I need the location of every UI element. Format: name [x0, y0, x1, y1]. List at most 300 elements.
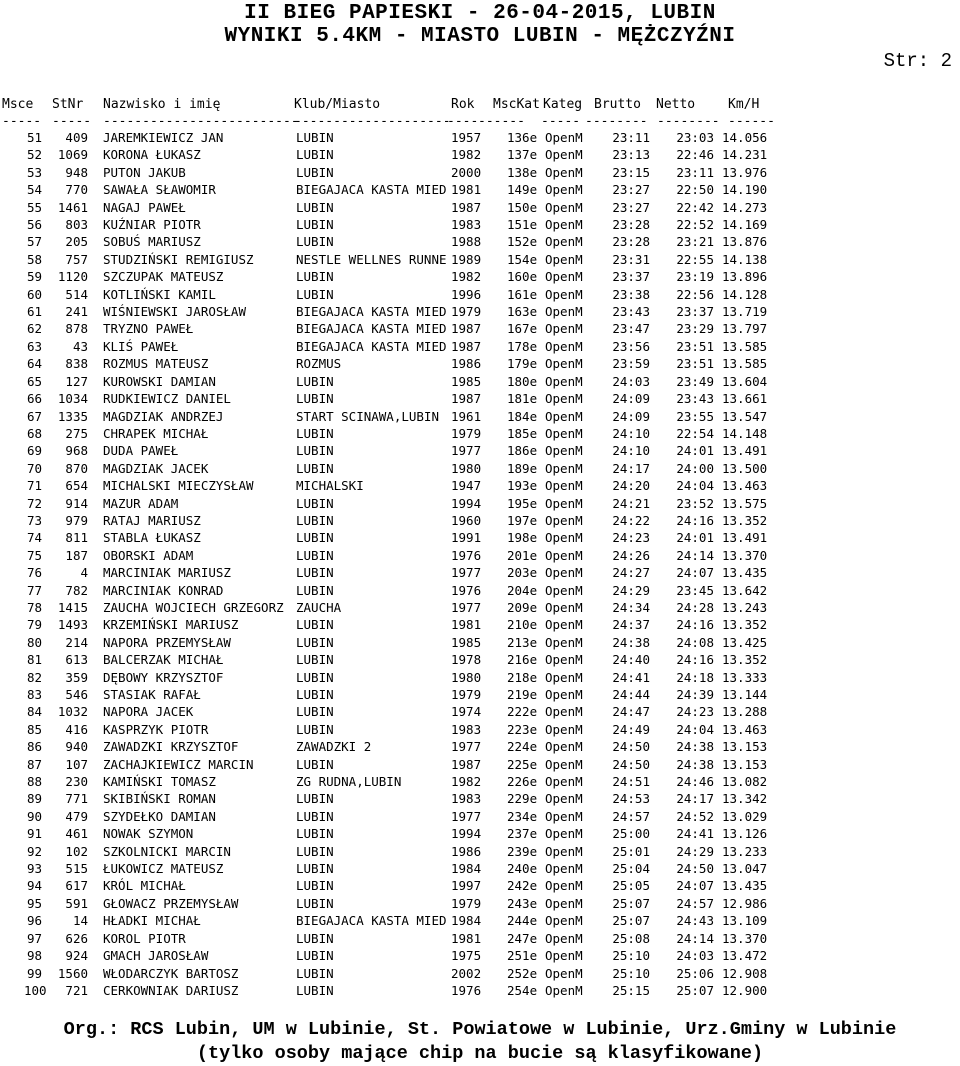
cell-place: 97: [26, 930, 42, 946]
cell-place: 54: [26, 182, 42, 198]
cell-name: SAWAŁA SŁAWOMIR: [103, 182, 216, 198]
cell-brutto: 23:59: [612, 356, 650, 372]
cell-brutto: 24:47: [612, 704, 650, 720]
cell-year: 1982: [451, 774, 482, 790]
cell-place: 55: [26, 199, 42, 215]
table-row: [0, 808, 960, 825]
cell-cat: OpenM: [545, 164, 583, 180]
cell-name: RUDKIEWICZ DANIEL: [103, 391, 231, 407]
table-row: [0, 512, 960, 529]
header-netto: Netto: [656, 97, 696, 112]
cell-cat: OpenM: [545, 269, 583, 285]
cell-netto: 24:39: [676, 687, 714, 702]
cell-year: 1988: [451, 234, 482, 250]
cell-bib: 770: [65, 182, 88, 198]
cell-cat: OpenM: [545, 930, 583, 946]
separator-year: ----: [447, 114, 479, 124]
cell-bib: 948: [65, 164, 88, 180]
cell-catrank: 237e: [507, 826, 538, 842]
table-row: [0, 495, 960, 512]
cell-place: 68: [26, 425, 42, 441]
cell-bib: 811: [65, 530, 88, 546]
cell-catrank: 185e: [507, 425, 538, 441]
cell-cat: OpenM: [545, 425, 583, 441]
cell-club: LUBIN: [296, 130, 334, 145]
table-row: [0, 547, 960, 564]
cell-name: CERKOWNIAK DARIUSZ: [103, 982, 239, 998]
cell-netto: 24:00: [676, 460, 714, 476]
table-row: [0, 965, 960, 982]
cell-club: LUBIN: [296, 512, 334, 528]
cell-place: 81: [26, 652, 42, 668]
cell-name: NAPORA PRZEMYSŁAW: [103, 634, 231, 650]
cell-name: NAPORA JACEK: [103, 704, 194, 720]
table-row: [0, 982, 960, 999]
cell-brutto: 24:37: [612, 617, 650, 633]
cell-cat: OpenM: [545, 373, 583, 389]
cell-catrank: 213e: [507, 634, 538, 650]
cell-bib: 782: [65, 582, 88, 598]
cell-club: LUBIN: [296, 861, 334, 877]
cell-speed: 13.109: [722, 913, 768, 929]
cell-bib: 803: [65, 217, 88, 233]
cell-place: 94: [26, 878, 42, 894]
cell-place: 60: [26, 286, 42, 302]
cell-year: 1994: [451, 826, 482, 842]
cell-year: 1980: [451, 460, 482, 476]
cell-catrank: 151e: [507, 217, 538, 233]
cell-place: 59: [26, 269, 42, 285]
cell-speed: 13.491: [722, 530, 768, 546]
cell-brutto: 24:09: [612, 408, 650, 424]
cell-catrank: 137e: [507, 147, 538, 163]
cell-name: SKIBIŃSKI ROMAN: [103, 791, 216, 807]
cell-place: 58: [26, 251, 42, 267]
cell-place: 98: [26, 948, 42, 964]
cell-speed: 12.986: [722, 895, 768, 911]
cell-name: GMACH JAROSŁAW: [103, 948, 209, 964]
cell-club: BIEGAJACA KASTA MIED: [296, 304, 447, 320]
cell-club: LUBIN: [296, 582, 334, 598]
cell-club: BIEGAJACA KASTA MIED: [296, 913, 447, 929]
cell-brutto: 24:50: [612, 739, 650, 755]
table-row: [0, 373, 960, 390]
cell-catrank: 179e: [507, 356, 538, 372]
cell-place: 86: [26, 739, 42, 755]
cell-brutto: 24:10: [612, 425, 650, 441]
cell-year: 1947: [451, 478, 482, 494]
cell-place: 95: [26, 895, 42, 911]
cell-club: LUBIN: [296, 930, 334, 946]
cell-club: LUBIN: [296, 843, 334, 859]
cell-name: ZAWADZKI KRZYSZTOF: [103, 739, 239, 755]
cell-club: BIEGAJACA KASTA MIED: [296, 321, 447, 337]
cell-bib: 187: [65, 547, 88, 563]
header-cat: Kateg: [543, 97, 583, 112]
cell-netto: 24:38: [676, 756, 714, 772]
cell-cat: OpenM: [545, 547, 583, 563]
cell-speed: 13.333: [722, 669, 768, 685]
table-row: [0, 408, 960, 425]
cell-catrank: 204e: [507, 582, 538, 598]
table-row: [0, 860, 960, 877]
cell-cat: OpenM: [545, 304, 583, 320]
cell-year: 1978: [451, 652, 482, 668]
separator-brutto: --------: [585, 114, 648, 124]
cell-catrank: 186e: [507, 443, 538, 459]
cell-netto: 23:49: [676, 373, 714, 389]
cell-place: 74: [26, 530, 42, 546]
cell-bib: 870: [65, 460, 88, 476]
cell-brutto: 25:08: [612, 930, 650, 946]
cell-cat: OpenM: [545, 721, 583, 737]
cell-name: OBORSKI ADAM: [103, 547, 194, 563]
table-row: [0, 947, 960, 964]
cell-netto: 24:08: [676, 634, 714, 650]
cell-club: LUBIN: [296, 756, 334, 772]
cell-bib: 613: [65, 652, 88, 668]
cell-club: LUBIN: [296, 234, 334, 250]
cell-netto: 22:56: [676, 286, 714, 302]
cell-bib: 461: [65, 826, 88, 842]
cell-netto: 22:54: [676, 425, 714, 441]
cell-name: KUROWSKI DAMIAN: [103, 373, 216, 389]
results-table: [0, 129, 960, 999]
cell-club: LUBIN: [296, 530, 334, 546]
cell-club: LUBIN: [296, 443, 334, 459]
cell-name: WIŚNIEWSKI JAROSŁAW: [103, 304, 246, 320]
table-row: [0, 460, 960, 477]
table-row: [0, 129, 960, 146]
cell-name: MAGDZIAK ANDRZEJ: [103, 408, 224, 424]
table-row: [0, 303, 960, 320]
cell-netto: 25:07: [676, 982, 714, 998]
cell-netto: 22:50: [676, 182, 714, 198]
cell-speed: 13.463: [722, 721, 768, 737]
cell-club: ZAUCHA: [296, 599, 342, 615]
cell-speed: 13.719: [722, 304, 768, 320]
cell-catrank: 251e: [507, 948, 538, 964]
cell-club: LUBIN: [296, 965, 334, 981]
cell-cat: OpenM: [545, 217, 583, 233]
cell-bib: 214: [65, 634, 88, 650]
cell-bib: 205: [65, 234, 88, 250]
table-row: [0, 425, 960, 442]
cell-year: 1987: [451, 321, 482, 337]
cell-netto: 24:14: [676, 930, 714, 946]
cell-catrank: 149e: [507, 182, 538, 198]
cell-year: 1979: [451, 304, 482, 320]
table-row: [0, 582, 960, 599]
cell-name: GŁOWACZ PRZEMYSŁAW: [103, 895, 239, 911]
cell-club: LUBIN: [296, 721, 334, 737]
cell-brutto: 24:20: [612, 478, 650, 494]
separator-catrank: ------: [478, 114, 525, 124]
table-row: [0, 756, 960, 773]
cell-speed: 13.047: [722, 861, 768, 877]
cell-place: 99: [26, 965, 42, 981]
cell-club: MICHALSKI: [296, 478, 364, 494]
cell-bib: 4: [80, 565, 88, 581]
cell-name: KAMIŃSKI TOMASZ: [103, 774, 216, 790]
cell-brutto: 23:28: [612, 234, 650, 250]
cell-netto: 24:50: [676, 861, 714, 877]
cell-brutto: 24:03: [612, 373, 650, 389]
cell-brutto: 23:27: [612, 199, 650, 215]
cell-catrank: 195e: [507, 495, 538, 511]
cell-year: 1977: [451, 599, 482, 615]
cell-speed: 12.908: [722, 965, 768, 981]
cell-place: 83: [26, 687, 42, 702]
cell-netto: 24:07: [676, 565, 714, 581]
page-title: II BIEG PAPIESKI - 26-04-2015, LUBIN: [244, 2, 716, 25]
cell-place: 72: [26, 495, 42, 511]
header-club: Klub/Miasto: [294, 97, 381, 112]
cell-speed: 13.029: [722, 808, 768, 824]
cell-catrank: 244e: [507, 913, 538, 929]
cell-netto: 24:04: [676, 721, 714, 737]
cell-cat: OpenM: [545, 338, 583, 354]
cell-year: 1996: [451, 286, 482, 302]
cell-brutto: 24:23: [612, 530, 650, 546]
cell-cat: OpenM: [545, 861, 583, 877]
cell-netto: 24:07: [676, 878, 714, 894]
cell-catrank: 239e: [507, 843, 538, 859]
header-brutto: Brutto: [594, 97, 641, 112]
cell-speed: 13.604: [722, 373, 768, 389]
cell-year: 1982: [451, 147, 482, 163]
table-row: [0, 338, 960, 355]
cell-catrank: 181e: [507, 391, 538, 407]
cell-speed: 13.342: [722, 791, 768, 807]
cell-brutto: 24:38: [612, 634, 650, 650]
cell-brutto: 23:31: [612, 251, 650, 267]
cell-year: 1984: [451, 913, 482, 929]
cell-bib: 14: [72, 913, 88, 929]
cell-cat: OpenM: [545, 617, 583, 633]
cell-bib: 241: [65, 304, 88, 320]
cell-catrank: 150e: [507, 199, 538, 215]
table-row: [0, 529, 960, 546]
cell-cat: OpenM: [545, 530, 583, 546]
cell-year: 1987: [451, 756, 482, 772]
cell-club: LUBIN: [296, 982, 334, 998]
cell-brutto: 24:50: [612, 756, 650, 772]
cell-year: 1987: [451, 199, 482, 215]
cell-cat: OpenM: [545, 443, 583, 459]
cell-name: RATAJ MARIUSZ: [103, 512, 201, 528]
cell-bib: 771: [65, 791, 88, 807]
cell-catrank: 154e: [507, 251, 538, 267]
cell-brutto: 24:22: [612, 512, 650, 528]
cell-speed: 13.896: [722, 269, 768, 285]
cell-year: 1994: [451, 495, 482, 511]
cell-bib: 127: [65, 373, 88, 389]
cell-speed: 13.472: [722, 948, 768, 964]
cell-year: 1981: [451, 182, 482, 198]
cell-club: BIEGAJACA KASTA MIED: [296, 182, 447, 198]
cell-place: 64: [26, 356, 42, 372]
cell-name: NAGAJ PAWEŁ: [103, 199, 186, 215]
cell-place: 92: [26, 843, 42, 859]
cell-catrank: 242e: [507, 878, 538, 894]
cell-netto: 23:21: [676, 234, 714, 250]
cell-name: PUTON JAKUB: [103, 164, 186, 180]
cell-cat: OpenM: [545, 704, 583, 720]
table-row: [0, 895, 960, 912]
cell-bib: 838: [65, 356, 88, 372]
cell-catrank: 252e: [507, 965, 538, 981]
cell-club: START SCINAWA,LUBIN: [296, 408, 439, 424]
cell-name: ROZMUS MATEUSZ: [103, 356, 209, 372]
table-row: [0, 564, 960, 581]
cell-cat: OpenM: [545, 130, 583, 145]
cell-speed: 13.976: [722, 164, 768, 180]
cell-bib: 102: [65, 843, 88, 859]
cell-place: 66: [26, 391, 42, 407]
cell-netto: 23:51: [676, 338, 714, 354]
cell-netto: 24:14: [676, 547, 714, 563]
cell-catrank: 203e: [507, 565, 538, 581]
cell-catrank: 222e: [507, 704, 538, 720]
cell-cat: OpenM: [545, 965, 583, 981]
cell-cat: OpenM: [545, 286, 583, 302]
cell-cat: OpenM: [545, 512, 583, 528]
cell-brutto: 25:00: [612, 826, 650, 842]
cell-netto: 23:55: [676, 408, 714, 424]
cell-catrank: 136e: [507, 130, 538, 145]
cell-place: 75: [26, 547, 42, 563]
cell-name: SZCZUPAK MATEUSZ: [103, 269, 224, 285]
cell-name: SZKOLNICKI MARCIN: [103, 843, 231, 859]
cell-year: 1976: [451, 547, 482, 563]
page-number: Str: 2: [883, 50, 952, 72]
cell-bib: 626: [65, 930, 88, 946]
cell-place: 71: [26, 478, 42, 494]
cell-club: LUBIN: [296, 948, 334, 964]
table-row: [0, 877, 960, 894]
cell-netto: 24:16: [676, 652, 714, 668]
cell-year: 1989: [451, 251, 482, 267]
table-row: [0, 146, 960, 163]
table-row: [0, 320, 960, 337]
cell-club: LUBIN: [296, 669, 334, 685]
cell-cat: OpenM: [545, 843, 583, 859]
cell-place: 80: [26, 634, 42, 650]
cell-netto: 22:55: [676, 251, 714, 267]
cell-speed: 13.243: [722, 599, 768, 615]
cell-year: 1977: [451, 808, 482, 824]
cell-name: SOBUŚ MARIUSZ: [103, 234, 201, 250]
cell-name: STASIAK RAFAŁ: [103, 687, 201, 702]
cell-cat: OpenM: [545, 826, 583, 842]
separator-netto: --------: [657, 114, 720, 124]
cell-club: LUBIN: [296, 617, 334, 633]
cell-cat: OpenM: [545, 565, 583, 581]
cell-place: 61: [26, 304, 42, 320]
cell-speed: 13.082: [722, 774, 768, 790]
cell-year: 1985: [451, 634, 482, 650]
cell-year: 1976: [451, 982, 482, 998]
table-row: [0, 669, 960, 686]
cell-speed: 13.352: [722, 512, 768, 528]
cell-name: DĘBOWY KRZYSZTOF: [103, 669, 224, 685]
cell-cat: OpenM: [545, 878, 583, 894]
cell-year: 1977: [451, 565, 482, 581]
cell-year: 1997: [451, 878, 482, 894]
cell-brutto: 24:21: [612, 495, 650, 511]
cell-club: LUBIN: [296, 565, 334, 581]
separator-bib: -----: [52, 114, 92, 124]
cell-netto: 23:37: [676, 304, 714, 320]
cell-speed: 13.642: [722, 582, 768, 598]
cell-place: 96: [26, 913, 42, 929]
cell-netto: 25:06: [676, 965, 714, 981]
cell-catrank: 209e: [507, 599, 538, 615]
cell-place: 89: [26, 791, 42, 807]
cell-name: KASPRZYK PIOTR: [103, 721, 209, 737]
cell-bib: 591: [65, 895, 88, 911]
separator-club: --------------------: [294, 114, 451, 124]
cell-speed: 12.900: [722, 982, 768, 998]
cell-speed: 13.126: [722, 826, 768, 842]
cell-catrank: 254e: [507, 982, 538, 998]
cell-speed: 13.661: [722, 391, 768, 407]
table-row: [0, 738, 960, 755]
cell-place: 76: [26, 565, 42, 581]
cell-brutto: 23:47: [612, 321, 650, 337]
cell-speed: 14.190: [722, 182, 768, 198]
cell-netto: 24:03: [676, 948, 714, 964]
cell-brutto: 23:11: [612, 130, 650, 145]
cell-netto: 23:45: [676, 582, 714, 598]
cell-club: LUBIN: [296, 217, 334, 233]
cell-place: 63: [26, 338, 42, 354]
cell-place: 93: [26, 861, 42, 877]
cell-bib: 1493: [57, 617, 88, 633]
cell-brutto: 25:10: [612, 948, 650, 964]
cell-catrank: 138e: [507, 164, 538, 180]
cell-name: STABLA ŁUKASZ: [103, 530, 201, 546]
cell-name: HŁADKI MICHAŁ: [103, 913, 201, 929]
cell-speed: 14.138: [722, 251, 768, 267]
cell-bib: 1461: [57, 199, 88, 215]
cell-netto: 24:57: [676, 895, 714, 911]
cell-place: 53: [26, 164, 42, 180]
cell-netto: 24:04: [676, 478, 714, 494]
cell-speed: 13.370: [722, 547, 768, 563]
cell-bib: 416: [65, 721, 88, 737]
cell-brutto: 23:13: [612, 147, 650, 163]
cell-catrank: 193e: [507, 478, 538, 494]
cell-catrank: 229e: [507, 791, 538, 807]
cell-speed: 13.288: [722, 704, 768, 720]
cell-cat: OpenM: [545, 895, 583, 911]
cell-place: 69: [26, 443, 42, 459]
cell-speed: 13.491: [722, 443, 768, 459]
cell-name: MAZUR ADAM: [103, 495, 179, 511]
cell-cat: OpenM: [545, 495, 583, 511]
table-row: [0, 199, 960, 216]
separator-speed: ------: [728, 114, 775, 124]
cell-year: 1983: [451, 721, 482, 737]
cell-bib: 230: [65, 774, 88, 790]
cell-speed: 13.153: [722, 739, 768, 755]
cell-name: MARCINIAK MARIUSZ: [103, 565, 231, 581]
cell-bib: 1032: [57, 704, 88, 720]
table-row: [0, 477, 960, 494]
cell-year: 1987: [451, 391, 482, 407]
